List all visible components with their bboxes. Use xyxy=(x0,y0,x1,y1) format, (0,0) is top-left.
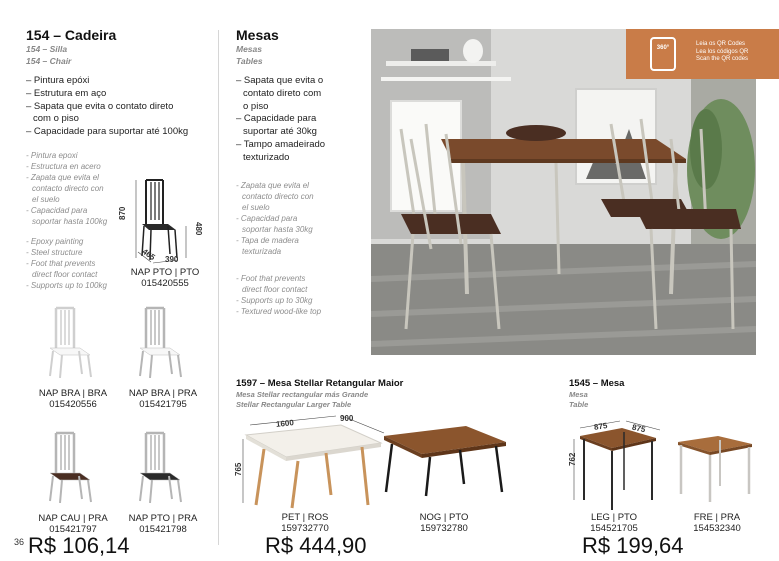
tables-feature-es: - Tapa de madera xyxy=(236,236,299,245)
tables-features-es xyxy=(236,180,366,257)
chair-feature-en: - Steel structure xyxy=(26,248,83,257)
tables-title: Mesas xyxy=(236,27,279,43)
tables-feature: – Tampo amadeirado xyxy=(236,138,326,150)
chair-variant-caption xyxy=(28,388,118,410)
variant-code: 015421797 xyxy=(49,524,97,535)
stellar-subtitle-en: Stellar Rectangular Larger Table xyxy=(236,400,352,409)
variant-name: NAP PTO | PRA xyxy=(128,513,198,524)
tables-feature: contato direto com xyxy=(243,87,322,99)
chair-feature-es: - Estructura en acero xyxy=(26,162,101,171)
chair-price: R$ 106,14 xyxy=(28,533,130,558)
chair-feature-en: - Epoxy painting xyxy=(26,237,84,246)
chair-variant-caption xyxy=(118,388,208,410)
chair-feature-es: - Pintura epoxi xyxy=(26,151,78,160)
chair-dimension-drawing xyxy=(116,172,206,267)
tables-feature-es: el suelo xyxy=(242,203,270,212)
tables-feature-en: direct floor contact xyxy=(242,285,308,294)
tables-feature-es: - Capacidad para xyxy=(236,214,298,223)
stellar-dim-height: 765 xyxy=(234,462,243,476)
chair-feature-es: - Capacidad para xyxy=(26,206,88,215)
badge-360: 360° xyxy=(656,45,670,51)
mesa1545-subtitle-es: Mesa xyxy=(569,390,588,399)
mesa1545-price: R$ 199,64 xyxy=(582,533,684,558)
column-divider xyxy=(218,30,219,545)
variant-code: 159732780 xyxy=(420,523,468,534)
qr-line: Scan the QR codes xyxy=(696,56,749,62)
stellar-subtitle-es: Mesa Stellar rectangular más Grande xyxy=(236,390,369,399)
stellar-variant-2-caption xyxy=(404,512,484,534)
variant-code: 015420555 xyxy=(141,278,189,289)
tables-features-pt xyxy=(236,75,366,165)
chair-feature: – Pintura epóxi xyxy=(26,75,90,86)
chair-variant-card xyxy=(28,303,118,408)
mesa1545-subtitle-en: Table xyxy=(569,400,589,409)
chair-variant-caption-main xyxy=(120,267,210,289)
tables-features-en xyxy=(236,273,366,317)
phone-icon xyxy=(650,37,676,71)
chair-variant-card xyxy=(118,428,208,533)
chair-subtitle-en: 154 – Chair xyxy=(26,56,72,66)
variant-code: 154532340 xyxy=(693,523,741,534)
chair-variant-image xyxy=(28,428,118,503)
chair-dim-seat-height: 480 xyxy=(194,222,203,236)
chair-variant-card xyxy=(28,428,118,533)
mesa1545-subtitles xyxy=(569,390,588,410)
stellar-title: 1597 – Mesa Stellar Retangular Maior xyxy=(236,378,404,389)
chair-subtitle-es: 154 – Silla xyxy=(26,44,68,54)
stellar-subtitles xyxy=(236,390,368,410)
chair-feature: – Estrutura em aço xyxy=(26,87,107,99)
chair-feature: – Capacidade para suportar até 100kg xyxy=(26,126,189,138)
mesa1545-variant-2-caption xyxy=(677,512,757,534)
page-number: 36 xyxy=(14,537,25,547)
tables-feature-es: soportar hasta 30kg xyxy=(242,225,313,234)
variant-name: FRE | PRA xyxy=(693,512,741,523)
variant-name: LEG | PTO xyxy=(590,512,638,523)
chair-subtitles xyxy=(26,43,71,67)
variant-code: 015421798 xyxy=(139,524,187,535)
tables-feature: o piso xyxy=(243,100,269,112)
variant-code: 015421795 xyxy=(139,399,187,410)
stellar-dim-length: 1600 xyxy=(275,418,295,429)
tables-feature-es: contacto directo con xyxy=(242,192,314,201)
variant-code: 015420556 xyxy=(49,399,97,410)
variant-name: NOG | PTO xyxy=(419,512,469,523)
tables-feature: – Sapata que evita o xyxy=(236,75,324,86)
stellar-variant-1-caption xyxy=(265,512,345,534)
mesa1545-dim-length: 875 xyxy=(593,421,608,432)
variant-name: NAP CAU | PRA xyxy=(38,513,108,524)
variant-name: NAP BRA | BRA xyxy=(38,388,108,399)
tables-subtitle-en: Tables xyxy=(236,56,263,66)
tables-feature-es: - Zapata que evita el xyxy=(236,181,309,190)
mesa1545-dim-height: 762 xyxy=(568,452,577,466)
qr-code-badge[interactable] xyxy=(626,29,779,79)
chair-variant-card xyxy=(118,303,208,408)
chair-feature-en: - Supports up to 100kg xyxy=(26,281,107,290)
variant-code: 154521705 xyxy=(590,523,638,534)
variant-name: NAP BRA | PRA xyxy=(128,388,198,399)
chair-variant-image xyxy=(118,428,208,503)
chair-variant-caption xyxy=(118,513,208,535)
mesa1545-freijo-table xyxy=(674,432,756,504)
qr-line: Leia os QR Codes xyxy=(696,41,746,47)
chair-feature-en: - Foot that prevents xyxy=(26,259,96,268)
tables-subtitles xyxy=(236,43,263,67)
chair-feature: com o piso xyxy=(33,113,79,125)
qr-instructions xyxy=(696,41,748,64)
chair-variant-caption xyxy=(28,513,118,535)
stellar-dim-width: 900 xyxy=(340,414,354,423)
chair-feature-es: contacto directo con xyxy=(32,184,104,193)
chair-feature-es: soportar hasta 100kg xyxy=(32,217,108,226)
stellar-white-table xyxy=(236,415,386,510)
tables-feature: suportar até 30kg xyxy=(243,126,317,138)
stellar-wood-table xyxy=(380,422,510,497)
tables-feature: – Capacidade para xyxy=(236,113,317,125)
chair-dim-height: 870 xyxy=(118,206,127,220)
tables-feature-en: - Textured wood-like top xyxy=(236,307,322,316)
chair-features-pt xyxy=(26,75,216,139)
chair-feature: – Sapata que evita o contato direto xyxy=(26,100,174,112)
tables-feature-en: - Foot that prevents xyxy=(236,274,306,283)
stellar-price: R$ 444,90 xyxy=(265,533,367,558)
tables-subtitle-es: Mesas xyxy=(236,44,262,54)
chair-feature-es: el suelo xyxy=(32,195,60,204)
chair-feature-en: direct floor contact xyxy=(32,270,98,279)
mesa1545-dim-width: 875 xyxy=(631,422,647,435)
tables-feature-en: - Supports up to 30kg xyxy=(236,296,313,305)
mesa1545-legno-table xyxy=(566,420,666,512)
mesa1545-title: 1545 – Mesa xyxy=(569,378,625,389)
chair-title: 154 – Cadeira xyxy=(26,27,117,43)
tables-feature-es: texturizada xyxy=(242,247,282,256)
mesa1545-variant-1-caption xyxy=(574,512,654,534)
variant-name: PET | ROS xyxy=(281,512,329,523)
qr-line: Lea los códigos QR xyxy=(696,48,749,55)
chair-feature-es: - Zapata que evita el xyxy=(26,173,99,182)
chair-variant-image xyxy=(28,303,118,378)
variant-code: 159732770 xyxy=(281,523,329,534)
chair-variant-image xyxy=(118,303,208,378)
chair-dim-width: 390 xyxy=(165,255,179,264)
variant-name: NAP PTO | PTO xyxy=(130,267,200,278)
chair-dim-depth: 465 xyxy=(140,246,157,263)
tables-feature: texturizado xyxy=(243,151,290,163)
